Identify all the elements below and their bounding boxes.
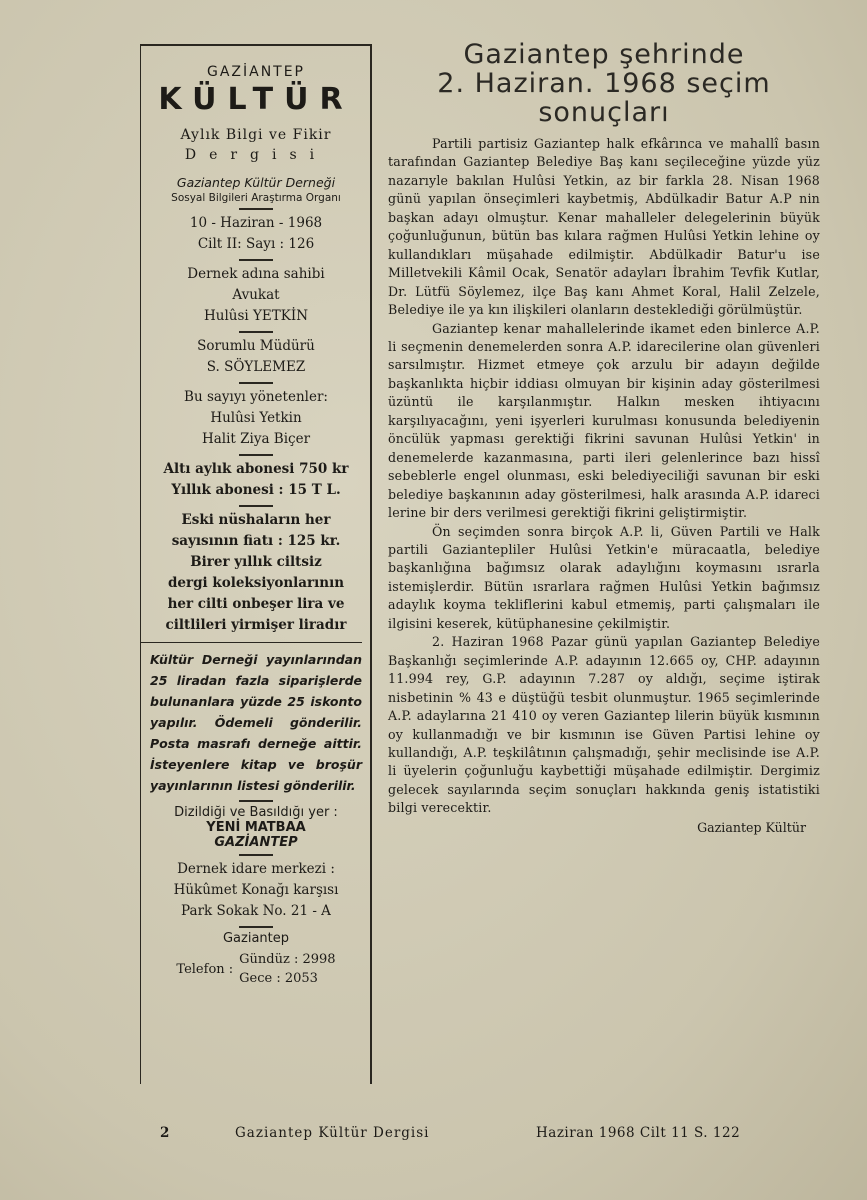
back-issues-line: ciltlileri yirmişer liradır (165, 617, 347, 633)
managers-label: Bu sayıyı yönetenler: (184, 389, 328, 405)
subscription-6-months: Altı aylık abonesi 750 kr (163, 461, 349, 477)
printer-city: GAZİANTEP (214, 835, 298, 850)
printer-label: Dizildiği ve Basıldığı yer : (174, 805, 338, 820)
back-issues-line: dergi koleksiyonlarının (167, 575, 345, 591)
article-paragraph-4: 2. Haziran 1968 Pazar günü yapılan Gaziantep Belediye Başkanlığı seçimlerinde A.P. adayının 12.665 oy, CHP. adayının 11.994 rey, G.P. adayının 7.287 oy aldığı, seçime iştirak nisbetinin % 43 e düştüğü tesbit olunmuştur. 1965 seçimlerinde A.P. adaylarına 21 410 oy veren Gaziantep lilerin büyük kısmının oy kullanmadığı ve bir kısmının ise Güven Partisi lehine oy kullandığı, A.P. teşkilâtının çalışmadığı, şehir meclisinde ise A.P. li üyelerin çoğunluğu kaybettiği müşahade edilmiştir. Dergimiz gelecek sayılarında seçim sonuçları hakkında geniş istatistiki bilgi verecektir. (388, 634, 820, 816)
article-title-line-1: Gaziantep şehrinde (463, 39, 745, 70)
city-label: Gaziantep (222, 931, 290, 946)
manager-2: Halit Ziya Biçer (201, 431, 311, 447)
address-line-1: Hükûmet Konağı karşısı (173, 882, 339, 898)
article-paragraph-2: Gaziantep kenar mahallelerinde ikamet eden binlerce A.P. li seçmenin denemelerden sonra A.P. idarecilerine olan güvenleri sarsılmıştır. Hizmet etmeye çok arzulu bir adayın değilde başkanlıkta hiçbir iddiası olmuyan bir kişinin aday gösterilmesi üzüntü ile karşılanmıştır. Halkın mesken ihtiyacını karşılıyacağını, yeni işyerleri kurulması konusunda belediyenin öncülük yapması gerektiği fikrini savunan Hulûsi Yetkin' in denemelerde kazanmasına, parti ileri gelenlerince bazı hissî sebeblerle engel olunması, eski belediyeciliği savunan bir eski belediye başkanının aday gösterilmesi, halk arasında A.P. idareci lerine bir ders verilmesi gerektiği fikrini geliştirmiştir. (388, 320, 820, 521)
editor-label: Sorumlu Müdürü (197, 338, 315, 354)
address-line-2: Park Sokak No. 21 - A (181, 903, 331, 919)
association-name: Gaziantep Kültür Derneği (176, 175, 336, 190)
phone-block (146, 950, 366, 988)
masthead-subtitle: Aylık Bilgi ve Fikir (180, 127, 332, 143)
owner-title: Avukat (232, 287, 280, 303)
masthead-column (140, 44, 372, 1084)
issue-info: Haziran 1968 Cilt 11 S. 122 (536, 1125, 741, 1141)
subscription-yearly: Yıllık abonesi : 15 T L. (171, 482, 341, 498)
article-paragraph-3: Ön seçimden sonra birçok A.P. li, Güven Partili ve Halk partili Gaziantepliler Hulûsi Yetkin'e müracaatla, belediye başkanlığına bağımsız olarak adaylığını koymasını ısrarla istemişlerdir. Bütün ısrarlara rağmen Hulûsi Yetkin bağımsız adaylık koyma tekliflerini kabul etmemiş, parti çalışmaları ile ilgisini keserek, kütüphanesine çekilmiştir. (388, 523, 820, 631)
article-paragraph-1: Partili partisiz Gaziantep halk efkârınca ve mahallî basın tarafından Gaziantep Belediye Baş kanı seçileceğine yüzde yüz nazarıyle bakılan Hulûsi Yetkin, az bir farkla 28. Nisan 1968 günü yapılan önseçimleri kaybetmiş, Abdülkadir Batur A.P nin başkan adayı olmuştur. Kenar mahalleler delegelerinin büyük çoğunluğunun, bütün bas kılara rağmen Hulûsi Yetkin lehine oy kullandıkları müşahade edilmiştir. Abdülkadir Batur'u ise Milletvekili Kâmil Ocak, Senatör adayları İbrahim Tevfik Kutlar, Dr. Lütfü Söylemez, ilçe Baş kanı Ahmet Koral, Halil Zelzele, Belediye ile ya kın ilişkileri olanların desteklediği görülmüştür. (388, 136, 820, 318)
editor-name: S. SÖYLEMEZ (206, 359, 306, 375)
divider (239, 382, 273, 384)
divider (239, 926, 273, 928)
publication-name: Gaziantep Kültür Dergisi (235, 1125, 430, 1141)
divider (239, 331, 273, 333)
manager-1: Hulûsi Yetkin (210, 410, 302, 426)
divider (239, 208, 273, 210)
divider (239, 800, 273, 802)
article-title-line-2: 2. Haziran. 1968 seçim (437, 68, 771, 99)
back-issues-line: her cilti onbeşer lira ve (167, 596, 345, 612)
phone-day: Gündüz : 2998 (239, 952, 336, 967)
phone-night: Gece : 2053 (239, 971, 318, 986)
masthead-top-rule (140, 44, 372, 46)
divider-long (140, 642, 362, 643)
masthead-left-border (140, 44, 141, 1084)
volume-number: Cilt II: Sayı : 126 (197, 236, 315, 252)
phone-label: Telefon : (176, 961, 234, 977)
issue-date: 10 - Haziran - 1968 (189, 215, 323, 231)
back-issues-line: Eski nüshaların her (181, 512, 331, 528)
divider (239, 505, 273, 507)
column-divider (370, 44, 372, 1084)
owner-name: Hulûsi YETKİN (203, 308, 309, 324)
masthead-city: GAZİANTEP (206, 64, 306, 80)
divider (239, 259, 273, 261)
article-title (388, 40, 820, 127)
article-column (388, 40, 820, 835)
printer-name: YENİ MATBAA (206, 820, 306, 835)
address-label: Dernek idare merkezi : (177, 861, 335, 877)
article-body (388, 135, 820, 818)
association-organ: Sosyal Bilgileri Araştırma Organı (171, 192, 341, 204)
article-title-line-3: sonuçları (538, 97, 670, 128)
masthead-subtitle-2: Dergisi (184, 147, 328, 163)
back-issues-line: sayısının fiatı : 125 kr. (171, 533, 341, 549)
page-number: 2 (160, 1125, 170, 1141)
divider (239, 454, 273, 456)
masthead-title: KÜLTÜR (158, 82, 354, 117)
divider (239, 854, 273, 856)
owner-label: Dernek adına sahibi (187, 266, 325, 282)
article-signature: Gaziantep Kültür (697, 819, 806, 835)
back-issues-line: Birer yıllık ciltsiz (190, 554, 322, 570)
discount-notice: Kültür Derneği yayınlarından 25 liradan fazla siparişlerde bulunanlara yüzde 25 iskonto yapılır. Ödemeli gönderilir. Posta masrafı derneğe aittir. İsteyenlere kitap ve broşür yayınlarının listesi gönderilir. (150, 652, 362, 793)
